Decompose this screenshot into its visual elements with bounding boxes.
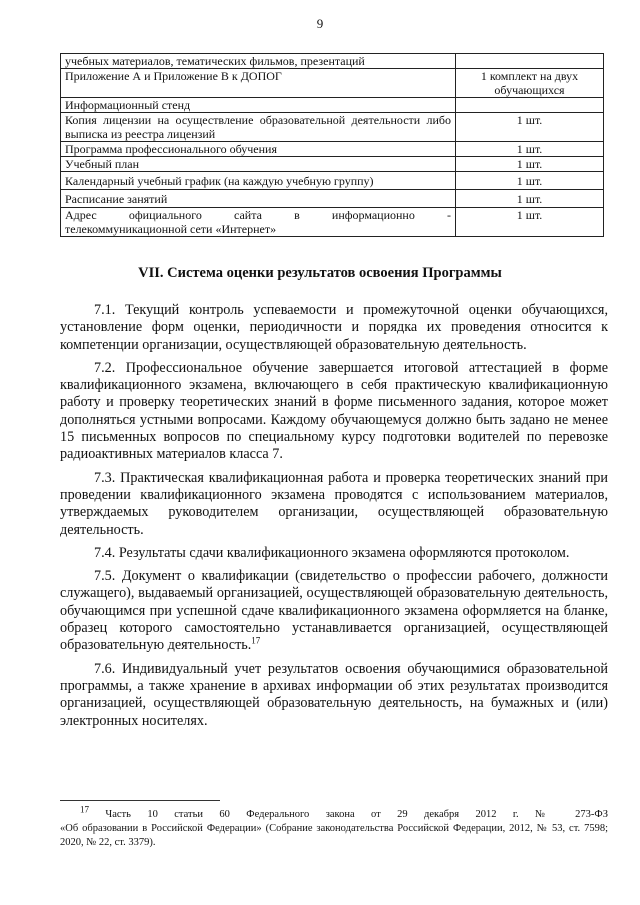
footnote-text: «Об образовании в Российской Федерации» (Собрание законодательства Российской Федерации, 2012, № 53, ст. 7598; 2020, № 22, ст. 3379). [60,823,608,848]
table-cell-item: Расписание занятий [61,190,456,208]
paragraph: 7.1. Текущий контроль успеваемости и промежуточной оценки обучающихся, установление форм оценки, периодичности и порядка их проведения относится к компетенции организации, осуществляющей образовательную деятельность. [60,302,608,353]
table-row [61,190,604,208]
table-cell-item: Информационный стенд [61,98,456,113]
table-cell-quantity: 1 комплект на двух обучающихся [456,69,604,98]
footnote [60,804,608,850]
paragraph-text: 7.5. Документ о квалификации (свидетельство о профессии рабочего, должности служащего), выдаваемый организацией, осуществляющей образовательную деятельность, обучающимся при успешной сдаче квалификационного экзамена оформляется на бланке, образец которого самостоятельно устанавливается организацией, осуществляющей образовательную деятельность. [60,568,608,654]
table-row [61,142,604,157]
table-cell-quantity: 1 шт. [456,142,604,157]
footnote-mark: 17 [80,804,89,815]
table-row [61,208,604,237]
table-row [61,98,604,113]
table-cell-item: Копия лицензии на осуществление образовательной деятельности либо выписка из реестра лицензий [61,113,456,142]
section-title: VII. Система оценки результатов освоения Программы [138,265,502,281]
table-cell-quantity [456,98,604,113]
table-cell-quantity: 1 шт. [456,172,604,190]
equipment-table [60,53,604,237]
paragraph: 7.6. Индивидуальный учет результатов освоения обучающимися образовательной программы, а также хранение в архивах информации об этих результатах производится организацией, осуществляющей образовательную деятельность, на бумажных и (или) электронных носителях. [60,660,608,729]
footnote-first-line [60,804,608,822]
table-row [61,172,604,190]
footnote-line1-text: Часть 10 статьи 60 Федерального закона от 29 декабря 2012 г. № 273-ФЗ [89,809,608,820]
table-row [61,69,604,98]
table-row [61,113,604,142]
table-cell-quantity: 1 шт. [456,113,604,142]
paragraph: 7.4. Результаты сдачи квалификационного экзамена оформляются протоколом. [94,544,570,561]
table-row [61,157,604,172]
paragraph: 7.3. Практическая квалификационная работа и проверка теоретических знаний при проведении квалификационного экзамена проводятся с использованием материалов, утверждаемых руководителем организации, осуществляющей образовательную деятельность. [60,469,608,538]
table-cell-quantity: 1 шт. [456,208,604,237]
table-cell-item: Календарный учебный график (на каждую учебную группу) [61,172,456,190]
footnote-reference: 17 [251,635,261,646]
paragraph: 7.2. Профессиональное обучение завершается итоговой аттестацией в форме квалификационного экзамена, включающего в себя практическую квалификационную работу и проверку теоретических знаний в форме письменного задания, которое может дополняться устными вопросами. Каждому обучающемуся должно быть задано не менее 15 письменных вопросов по специальному курсу подготовки водителей по перевозке радиоактивных материалов класса 7. [60,359,608,463]
table-cell-item [61,208,456,237]
page-number: 9 [316,16,324,31]
table-cell-item-line: телекоммуникационной сети «Интернет» [65,222,277,236]
table-cell-item: Приложение А и Приложение В к ДОПОГ [61,69,456,98]
table-cell-quantity: 1 шт. [456,190,604,208]
table-cell-item: Программа профессионального обучения [61,142,456,157]
table-cell-quantity: 1 шт. [456,157,604,172]
section-body [60,302,608,736]
footnote-divider [60,800,220,801]
table-cell-item: учебных материалов, тематических фильмов, презентаций [61,54,456,69]
table-cell-item: Учебный план [61,157,456,172]
table-cell-item-line: Адрес официального сайта в информационно - [65,208,451,222]
table-row [61,54,604,69]
table-cell-quantity [456,54,604,69]
paragraph [60,568,608,654]
